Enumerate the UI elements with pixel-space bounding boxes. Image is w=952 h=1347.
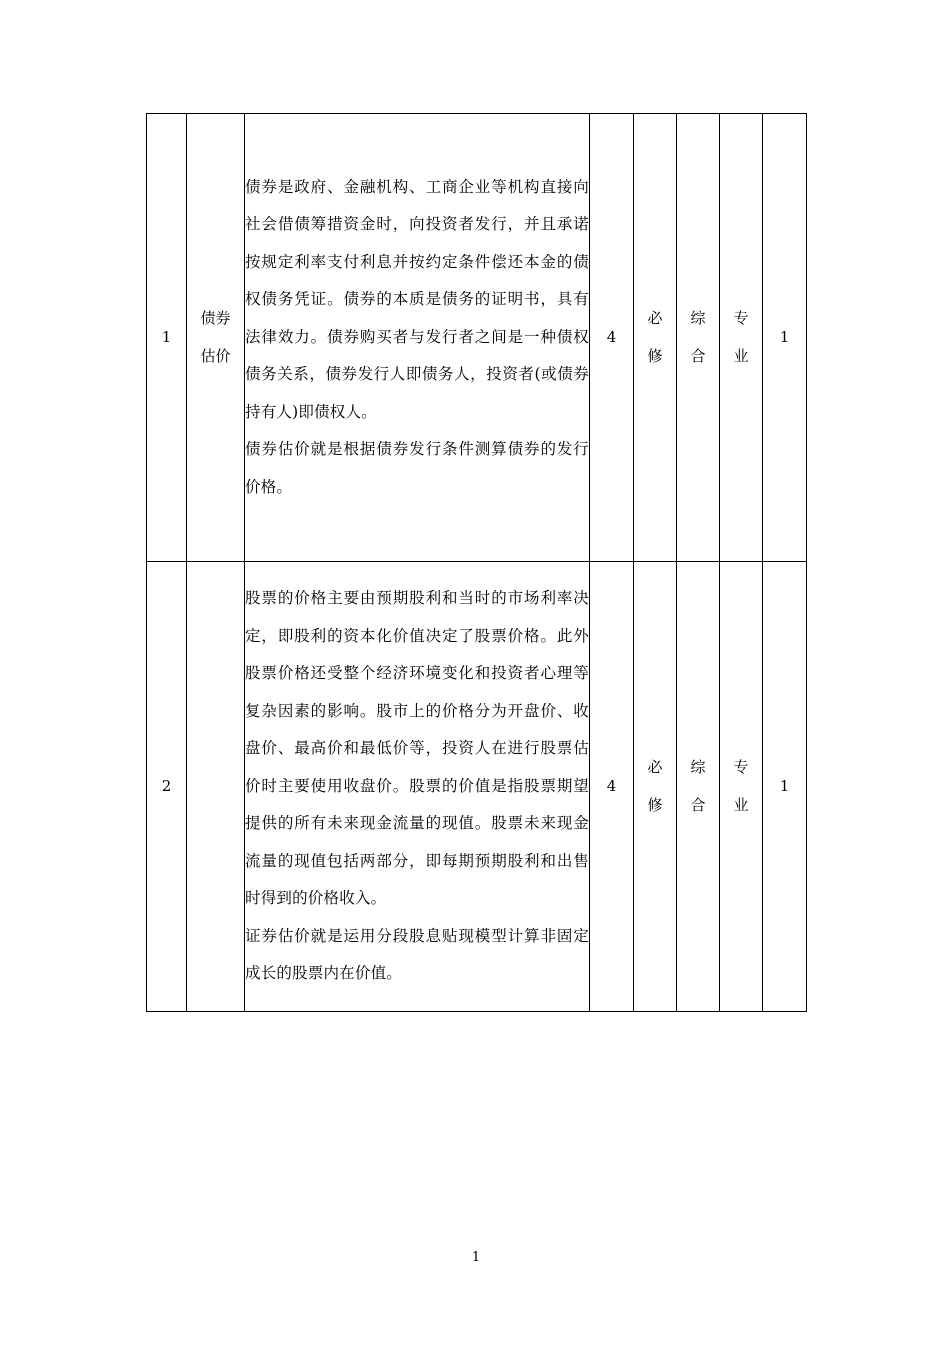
- table-row: [147, 114, 807, 562]
- table-row: [147, 562, 807, 1012]
- course-nature-cell: [677, 114, 720, 562]
- course-type-cell: [634, 562, 677, 1012]
- course-nature: 综合: [690, 309, 706, 365]
- course-description: [245, 562, 590, 1012]
- course-nature: 综合: [690, 758, 706, 814]
- row-index: 2: [147, 562, 187, 1012]
- course-term: 1: [763, 114, 807, 562]
- course-hours: 4: [590, 562, 634, 1012]
- course-category-cell: [720, 114, 763, 562]
- course-name-cell: [187, 562, 245, 1012]
- course-nature-cell: [677, 562, 720, 1012]
- course-table: [146, 113, 807, 1012]
- course-category-cell: [720, 562, 763, 1012]
- description-paragraph: 债券是政府、金融机构、工商企业等机构直接向社会借债筹措资金时，向投资者发行，并且承诺按规定利率支付利息并按约定条件偿还本金的债权债务凭证。债券的本质是债务的证明书，具有法律效力。债券购买者与发行者之间是一种债权债务关系，债券发行人即债务人，投资者(或债券持有人)即债权人。: [245, 177, 589, 421]
- course-type-cell: [634, 114, 677, 562]
- course-category: 专业: [733, 758, 749, 814]
- description-paragraph: 证券估价就是运用分段股息贴现模型计算非固定成长的股票内在价值。: [245, 926, 589, 983]
- course-description: [245, 114, 590, 562]
- course-term: 1: [763, 562, 807, 1012]
- description-paragraph: 股票的价格主要由预期股利和当时的市场利率决定，即股利的资本化价值决定了股票价格。此外股票价格还受整个经济环境变化和投资者心理等复杂因素的影响。股市上的价格分为开盘价、收盘价、最高价和最低价等，投资人在进行股票估价时主要使用收盘价。股票的价值是指股票期望提供的所有未来现金流量的现值。股票未来现金流量的现值包括两部分，即每期预期股利和出售时得到的价格收入。: [245, 589, 589, 908]
- course-hours: 4: [590, 114, 634, 562]
- course-name: 债券估价: [200, 309, 231, 365]
- page-number: 1: [471, 1250, 481, 1265]
- course-name-cell: [187, 114, 245, 562]
- description-paragraph: 债券估价就是根据债券发行条件测算债券的发行价格。: [245, 440, 589, 496]
- course-category: 专业: [733, 309, 749, 365]
- course-type: 必修: [647, 758, 663, 814]
- row-index: 1: [147, 114, 187, 562]
- course-type: 必修: [647, 309, 663, 365]
